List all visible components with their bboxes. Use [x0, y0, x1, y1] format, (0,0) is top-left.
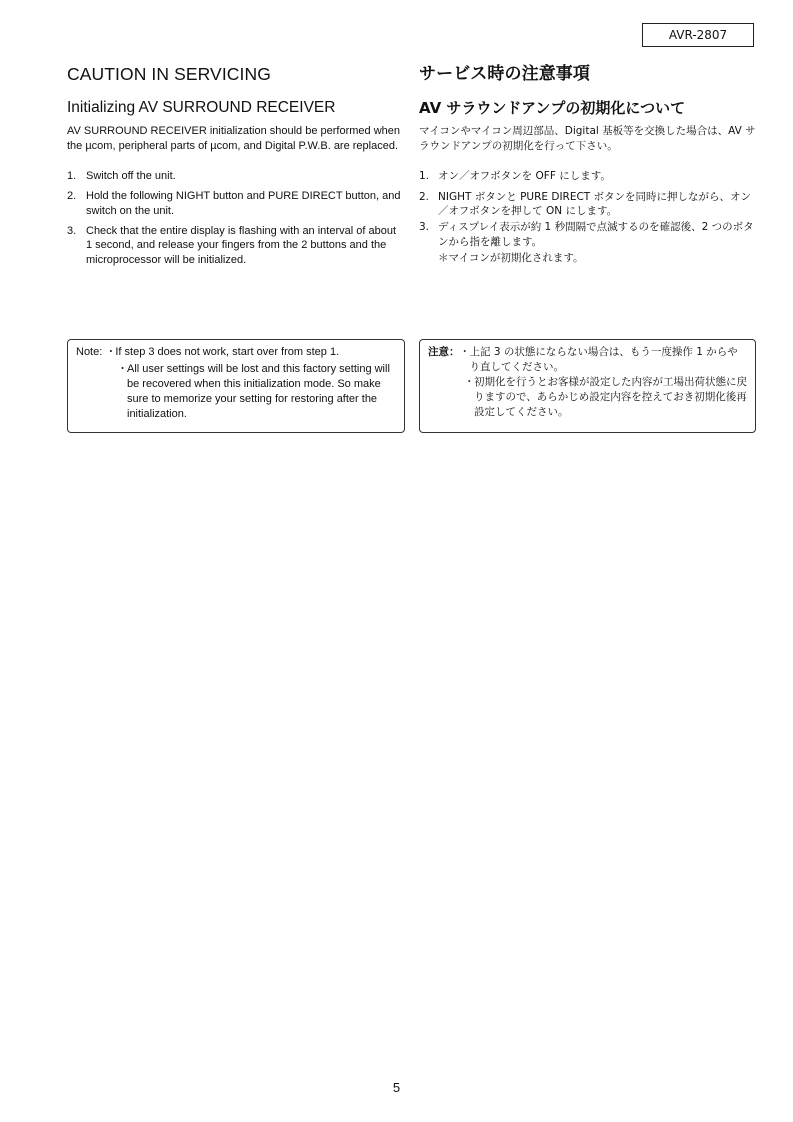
- note-item: [460, 345, 748, 375]
- page-title-jp: サービス時の注意事項: [419, 64, 590, 84]
- step-text: Hold the following NIGHT button and PURE DIRECT button, and switch on the unit.: [86, 190, 401, 217]
- step-text: NIGHT ボタンと PURE DIRECT ボタンを同時に押しながら、オン／オフボタンを押して ON にします。: [438, 190, 752, 217]
- step-text: オン／オフボタンを OFF にします。: [438, 170, 611, 182]
- bullet-icon: ・: [464, 376, 475, 388]
- step-item: [419, 169, 759, 184]
- step-footnote-jp: ＊マイコンが初期化されます。: [438, 252, 584, 264]
- step-number: 3.: [67, 224, 77, 237]
- step-item: [67, 189, 403, 218]
- note-box-jp: [419, 339, 756, 433]
- section-heading-en: Initializing AV SURROUND RECEIVER: [67, 99, 336, 116]
- step-text: Switch off the unit.: [86, 170, 176, 182]
- note-text: 初期化を行うとお客様が設定した内容が工場出荷状態に戻りますので、あらかじめ設定内容を控えておき初期化後再設定してください。: [474, 376, 747, 418]
- page-title-en: CAUTION IN SERVICING: [67, 64, 271, 84]
- bullet-icon: ・: [117, 363, 128, 375]
- note-text: If step 3 does not work, start over from step 1.: [115, 346, 340, 358]
- step-item: [419, 220, 759, 249]
- step-number: 1.: [419, 170, 430, 182]
- step-text: ディスプレイ表示が約 1 秒間隔で点滅するのを確認後、2 つのボタンから指を離します。: [438, 221, 754, 248]
- note-text: 上記 3 の状態にならない場合は、もう一度操作 1 からやり直してください。: [469, 346, 738, 373]
- note-item: [117, 362, 396, 422]
- step-item: [67, 224, 403, 268]
- japanese-column: [419, 60, 759, 266]
- step-item: [419, 190, 759, 219]
- steps-list-jp: [419, 169, 759, 249]
- note-label-en: Note:: [76, 346, 106, 358]
- intro-paragraph-jp: マイコンやマイコン周辺部品、Digital 基板等を交換した場合は、AV サラウンドアンプの初期化を行って下さい。: [419, 125, 756, 152]
- intro-paragraph-en: AV SURROUND RECEIVER initialization should be performed when the µcom, peripheral parts of µcom, and Digital P.W.B. are replaced.: [67, 125, 400, 152]
- step-number: 2.: [419, 190, 430, 203]
- section-heading-jp: AV サラウンドアンプの初期化について: [419, 99, 686, 117]
- step-item: [67, 169, 403, 184]
- note-label-jp: 注意：: [428, 346, 460, 358]
- step-number: 2.: [67, 190, 77, 202]
- bullet-icon: ・: [459, 346, 470, 358]
- model-number-box: [642, 23, 754, 47]
- bullet-icon: ・: [105, 346, 117, 358]
- english-column: [67, 60, 403, 273]
- step-text: Check that the entire display is flashing with an interval of about 1 second, and release your fingers from the 2 buttons and the microprocessor will be initialized.: [86, 224, 397, 266]
- page-number: 5: [392, 1080, 401, 1095]
- note-item: [464, 375, 747, 420]
- model-number: AVR-2807: [668, 28, 728, 42]
- note-text: All user settings will be lost and this factory setting will be recovered when this initialization mode. So make sure to memorize your setting for restoring after the initialization.: [127, 363, 390, 420]
- step-number: 1.: [67, 170, 77, 182]
- note-box-en: [67, 339, 405, 433]
- step-number: 3.: [419, 221, 430, 233]
- note-item: [105, 345, 396, 360]
- steps-list-en: [67, 169, 403, 267]
